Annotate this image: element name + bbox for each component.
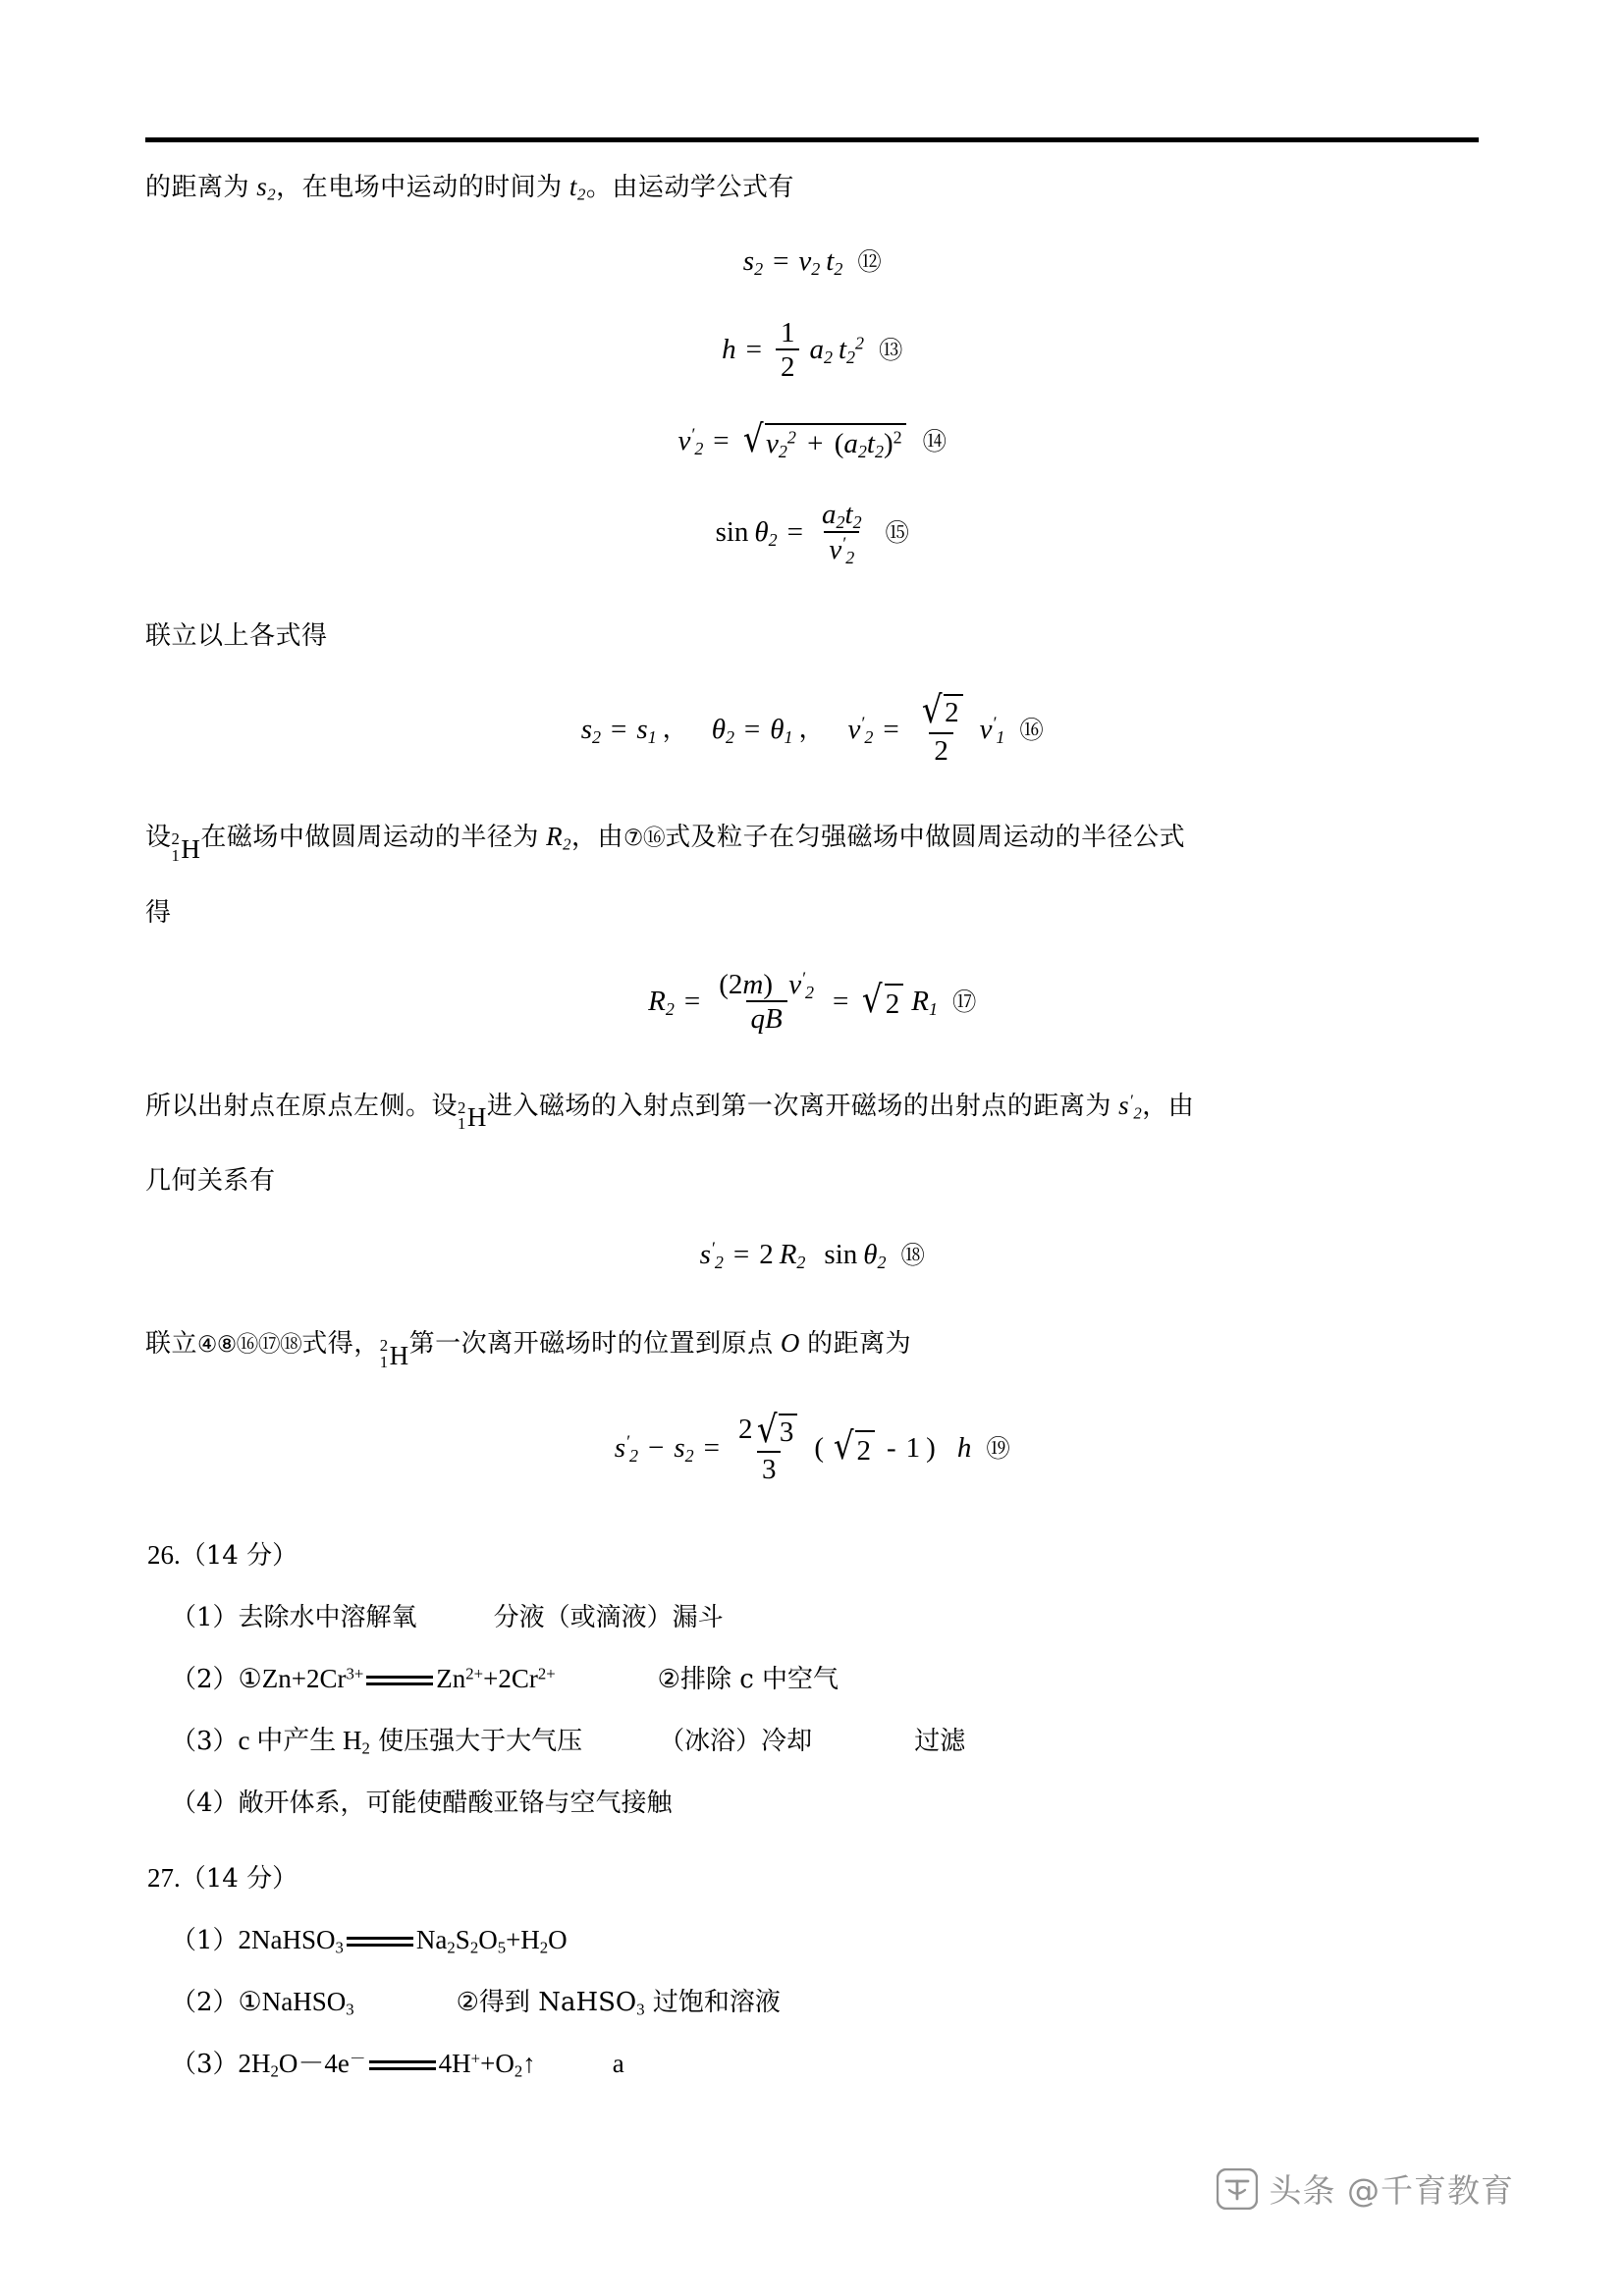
q27-item-1-p2: S: [455, 1924, 470, 1954]
para-final-ref-8: ⑧: [216, 1332, 237, 1359]
q27-item-3-sub-2: 2: [514, 2061, 523, 2081]
eq16-theta-left: θ: [711, 713, 726, 745]
q26-item-3-answer-b: （冰浴）冷却: [659, 1726, 813, 1756]
intro-var-t2: t: [568, 172, 577, 201]
eq15-a: a: [822, 499, 837, 531]
eq19-open: (: [814, 1432, 825, 1465]
eq18-rel: =: [732, 1239, 750, 1271]
eq16-s-right: s: [636, 713, 648, 745]
eq18-s-prime: ′: [710, 1239, 715, 1259]
q26-item-3-sub: 2: [361, 1738, 370, 1758]
eq19-s-prime-var: s: [614, 1432, 626, 1465]
watermark-text: 头条 @千育教育: [1269, 2171, 1514, 2210]
q27-item-2-sub-2: 3: [636, 2000, 645, 2019]
eq19-s-prime-sub: 2: [629, 1446, 639, 1467]
eq18-theta-sub: 2: [877, 1253, 887, 1273]
q26-item-3-answer-c: 过滤: [914, 1726, 966, 1756]
para-final-ref-4: ④: [197, 1332, 217, 1359]
q26-item-1: [145, 1586, 1479, 1648]
eq16-rel-1: =: [611, 713, 627, 745]
equation-14: [145, 416, 1479, 461]
eq19-tag: ⑲: [986, 1434, 1010, 1464]
q26-item-2-label: （2）: [171, 1664, 239, 1694]
eq15-fraction: [817, 499, 867, 567]
para-final-seg4: 的距离为: [807, 1329, 912, 1360]
eq15-v: v: [829, 533, 842, 565]
q27-item-3-p2: +O: [480, 2048, 514, 2078]
eq16-v-left-sub: 2: [864, 726, 874, 747]
q26-item-2-reactants: ①Zn+2Cr: [238, 1663, 347, 1693]
eq16-den: 2: [929, 732, 953, 766]
eq17-q: q: [750, 1003, 765, 1036]
eq14-lhs-prime: ′: [690, 424, 695, 445]
para-exit-seg4: 几何关系有: [145, 1166, 276, 1197]
eq14-open: (: [834, 427, 844, 459]
q27-item-2-answer-a: ①NaHSO: [238, 1986, 347, 2016]
eq13-fraction: [776, 318, 800, 383]
eq14-t: t: [866, 427, 875, 459]
eq19-h: h: [956, 1432, 972, 1465]
eq13-a-sub: 2: [823, 347, 833, 368]
eq17-rel-1: =: [683, 986, 701, 1018]
para-r2-seg4: 式及粒子在匀强磁场中做圆周运动的半径公式: [665, 823, 1186, 853]
eq19-s-prime: ′: [625, 1432, 630, 1453]
eq17-B: B: [765, 1003, 783, 1036]
para-exit-s-prime: ′: [1129, 1090, 1134, 1109]
para-final-seg2: 式得，: [301, 1329, 380, 1360]
eq15-tag: ⑮: [885, 517, 909, 547]
q27-item-1-sub-5: 2: [539, 1938, 549, 1957]
eq13-lhs: h: [722, 334, 736, 366]
eq15-rel: =: [786, 516, 804, 548]
eq16-v-right-sub: 1: [996, 726, 1005, 747]
eq16-fraction: [913, 688, 970, 767]
eq19-fraction: [733, 1407, 804, 1486]
eq18-R: R: [779, 1239, 797, 1271]
q26-item-2-product-2: +2Cr: [483, 1663, 538, 1693]
toutiao-logo-icon: [1217, 2168, 1258, 2210]
eq12-t: t: [826, 245, 835, 277]
eq17-open: (: [719, 968, 729, 1000]
q26-points: （14 分）: [180, 1540, 298, 1571]
eq14-a-sub: 2: [857, 441, 867, 461]
eq13-rel: =: [745, 334, 762, 366]
eq18-tag: ⑱: [900, 1241, 925, 1270]
q26-item-1-answer-a: 去除水中溶解氧: [238, 1602, 417, 1632]
eq15-v-prime: ′: [841, 533, 846, 554]
q27-item-1: [145, 1909, 1479, 1971]
eq17-v-sub: 2: [805, 982, 815, 1002]
watermark: [1217, 2165, 1515, 2212]
para-r2-ref-16: ⑯: [642, 826, 666, 852]
q27-item-2: [145, 1971, 1479, 2033]
eq14-v-sub: 2: [778, 441, 787, 461]
para-r2-seg2: 在磁场中做圆周运动的半径为: [200, 823, 539, 853]
eq13-den: 2: [776, 348, 800, 382]
page-content: [145, 0, 1479, 2296]
q26-item-3-text-a: c 中产生 H: [238, 1725, 362, 1755]
intro-middle: ，在电场中运动的时间为: [276, 173, 563, 202]
eq18-two: 2: [759, 1239, 774, 1271]
eq13-a: a: [809, 334, 824, 366]
eq18-R-sub: 2: [796, 1253, 806, 1273]
isotope-deuterium: [380, 1324, 409, 1387]
q27-item-1-p3: O: [478, 1924, 498, 1954]
radical-sign-icon: √: [756, 1407, 778, 1452]
para-final-seg3: 第一次离开磁场时的位置到原点: [408, 1329, 774, 1360]
eq19-sqrt3: [755, 1407, 798, 1452]
eq14-lhs: v: [677, 425, 691, 457]
eq16-tag: ⑯: [1019, 715, 1044, 744]
equation-17: [145, 970, 1479, 1035]
eq17-R1-sub: 1: [929, 999, 938, 1020]
eq14-plus: +: [807, 427, 824, 459]
q26-item-1-answer-b: 分液（或滴液）漏斗: [493, 1602, 724, 1632]
para-final-origin-O: O: [780, 1328, 800, 1359]
para-r2-seg1: 设: [145, 823, 172, 853]
eq19-s2-sub: 2: [684, 1446, 694, 1467]
physics-intro-line: [145, 155, 1479, 219]
q27-item-3-label: （3）: [171, 2049, 239, 2079]
eq17-rel-2: =: [833, 986, 849, 1018]
eq16-comma-1: ，: [662, 714, 688, 744]
radical-sign-icon: √: [921, 688, 943, 733]
isotope-deuterium: [458, 1086, 487, 1148]
eq16-rel-2: =: [743, 713, 761, 745]
q27-item-1-sub-3: 2: [469, 1938, 479, 1957]
intro-var-t2-sub: 2: [576, 185, 586, 204]
eq12-tag: ⑫: [857, 246, 882, 276]
eq14-lhs-sub: 2: [694, 439, 704, 459]
paragraph-final-distance: [145, 1311, 1479, 1387]
eq13-num: 1: [780, 316, 795, 348]
q26-item-4-label: （4）: [171, 1788, 239, 1818]
eq13-t-sup: 2: [855, 333, 864, 353]
q26-item-2-charge-2: 2+: [465, 1663, 484, 1682]
q27-item-1-sub-2: 2: [447, 1938, 456, 1957]
q27-item-3-sub-1: 2: [270, 2061, 279, 2081]
q27-item-3-arrow-up: ↑: [522, 2048, 536, 2078]
header-rule: [145, 137, 1479, 142]
eq19-one: 1: [905, 1432, 921, 1465]
isotope-atomic-number: 1: [379, 1352, 389, 1371]
para-r2-ref-7: ⑦: [623, 826, 643, 852]
eq15-t-sub: 2: [852, 512, 862, 533]
q27-item-1-label: （1）: [171, 1925, 239, 1955]
eq12-lhs: s: [742, 245, 755, 277]
q27-item-1-reactant: 2NaHSO: [238, 1924, 336, 1954]
q27-item-1-p1: Na: [415, 1924, 448, 1954]
q26-number: 26: [147, 1539, 174, 1570]
eq16-v-left: v: [847, 713, 861, 745]
q26-item-3-text-b: 使压强大于大气压: [369, 1726, 583, 1756]
para-r2-var-sub: 2: [563, 834, 572, 854]
eq14-close-sup: 2: [893, 427, 902, 448]
eq16-theta-left-sub: 2: [725, 726, 734, 747]
eq17-tag: ⑰: [951, 988, 976, 1017]
eq17-close: ): [763, 968, 773, 1000]
eq17-R: R: [648, 986, 666, 1018]
eq18-theta: θ: [863, 1239, 878, 1271]
q27-item-3-r1: 2H: [238, 2048, 271, 2078]
reaction-equals-icon: [366, 1675, 433, 1686]
eq12-t-sub: 2: [834, 259, 843, 280]
q27-number: 27: [147, 1862, 174, 1893]
eq18-sin: sin: [824, 1239, 858, 1271]
eq18-s: s: [699, 1239, 711, 1271]
q27-points: （14 分）: [180, 1863, 298, 1894]
intro-prefix: 的距离为: [145, 173, 250, 202]
reaction-equals-icon: [369, 2059, 436, 2071]
eq14-v-sup: 2: [786, 427, 796, 448]
eq16-v-left-prime: ′: [860, 713, 865, 733]
eq14-rel: =: [713, 425, 730, 457]
isotope-mass-number: 2: [458, 1097, 466, 1117]
eq14-tag: ⑭: [922, 426, 947, 455]
reaction-equals-icon: [347, 1936, 413, 1948]
line-combine-equations: [145, 604, 1479, 667]
para-final-ref-18: ⑱: [280, 1332, 302, 1359]
eq16-theta-right-sub: 1: [784, 726, 793, 747]
q27-item-1-p4: +H: [506, 1924, 540, 1954]
eq16-root-num: 2: [944, 694, 963, 730]
eq19-root-2: 2: [855, 1430, 875, 1468]
eq15-theta: θ: [754, 516, 769, 548]
q27-item-2-sub-1: 3: [346, 2000, 354, 2019]
eq19-close: ): [926, 1432, 936, 1465]
eq16-s-left: s: [580, 713, 593, 745]
para-r2-var: R: [546, 822, 564, 852]
isotope-element: H: [389, 1340, 409, 1370]
eq12-v: v: [798, 245, 812, 277]
eq19-rel: =: [703, 1432, 721, 1465]
question-27-heading: [145, 1847, 1479, 1909]
paragraph-exit-point-cont: [145, 1148, 1479, 1212]
q26-item-3-label: （3）: [171, 1726, 239, 1756]
eq19-den-3: 3: [757, 1451, 782, 1484]
isotope-atomic-number: 1: [458, 1114, 466, 1134]
q26-item-2: [145, 1648, 1479, 1710]
isotope-atomic-number: 1: [171, 845, 181, 865]
radical-sign-icon: √: [742, 416, 764, 461]
eq15-v-sub: 2: [845, 547, 855, 567]
eq14-t-sub: 2: [874, 441, 884, 461]
eq15-sin: sin: [715, 516, 749, 548]
q27-item-3-r2: O－4e: [278, 2048, 350, 2078]
eq12-v-sub: 2: [811, 259, 821, 280]
q27-item-3-p1: 4H: [438, 2048, 471, 2078]
eq15-a-sub: 2: [836, 512, 845, 533]
intro-var-s2-sub: 2: [267, 185, 277, 204]
paragraph-exit-point: [145, 1074, 1479, 1149]
eq16-theta-right: θ: [770, 713, 785, 745]
para-r2-seg3: ，由: [571, 823, 624, 853]
intro-var-s2: s: [256, 172, 268, 201]
q26-item-3: [145, 1710, 1479, 1772]
q26-item-2-charge-3: 2+: [537, 1663, 556, 1682]
equation-16: [145, 688, 1479, 767]
para-exit-seg1: 所以出射点在原点左侧。设: [145, 1091, 459, 1121]
intro-suffix: 。由运动学公式有: [585, 173, 794, 202]
eq17-root-2: 2: [885, 984, 904, 1022]
q27-item-3-sup-1: －: [349, 2048, 366, 2067]
eq16-sqrt: [920, 688, 963, 733]
eq19-num-2: 2: [738, 1413, 753, 1445]
isotope-deuterium: [172, 818, 201, 881]
eq19-minus-2: -: [886, 1432, 896, 1465]
eq13-t-sub: 2: [846, 347, 856, 368]
paragraph-radius-r2: [145, 805, 1479, 881]
isotope-mass-number: 2: [171, 829, 181, 849]
eq15-theta-sub: 2: [768, 530, 778, 551]
eq14-close: ): [883, 427, 893, 459]
para-exit-s-sub: 2: [1133, 1103, 1143, 1123]
eq18-s-sub: 2: [714, 1253, 724, 1273]
paragraph-radius-r2-cont: [145, 881, 1479, 944]
q27-item-2-label: （2）: [171, 1987, 239, 2017]
eq17-R-sub: 2: [665, 999, 675, 1020]
eq12-rel: =: [773, 245, 789, 277]
eq19-minus: −: [648, 1432, 665, 1465]
q27-item-1-sub-1: 3: [335, 1938, 344, 1957]
isotope-element: H: [181, 833, 201, 864]
eq16-s-left-sub: 2: [592, 726, 602, 747]
q27-item-2-answer-b: ②得到 NaHSO: [456, 1987, 637, 2017]
eq14-sqrt: [741, 416, 906, 461]
isotope-mass-number: 2: [379, 1336, 389, 1356]
q26-item-2-charge-1: 3+: [346, 1663, 364, 1682]
eq13-t: t: [838, 334, 847, 366]
eq17-R1: R: [911, 986, 929, 1018]
equation-18: [145, 1238, 1479, 1272]
body-flow: [145, 155, 1479, 2095]
q27-item-3-answer-a: a: [612, 2048, 624, 2078]
eq12-lhs-sub: 2: [754, 259, 764, 280]
eq15-t: t: [844, 499, 853, 531]
para-r2-seg5: 得: [145, 897, 172, 928]
para-exit-seg3: ，由: [1142, 1091, 1195, 1121]
eq17-sqrt: [860, 977, 903, 1022]
equation-15: [145, 499, 1479, 567]
para-final-ref-16: ⑯: [236, 1332, 258, 1359]
q27-item-2-answer-c: 过饱和溶液: [644, 1987, 781, 2017]
eq19-root-3: 3: [779, 1414, 798, 1450]
eq16-rel-3: =: [883, 713, 899, 745]
q26-item-4: [145, 1772, 1479, 1834]
eq16-v-right-prime: ′: [992, 713, 997, 733]
q27-dot: .: [174, 1862, 181, 1893]
q26-item-2-answer-b: ②排除 c 中空气: [657, 1664, 839, 1694]
eq17-two: 2: [728, 968, 743, 1000]
q26-item-2-product-1: Zn: [436, 1663, 466, 1693]
eq17-v: v: [788, 968, 802, 1000]
eq19-sqrt2: [832, 1423, 875, 1468]
q27-item-3: [145, 2033, 1479, 2095]
para-exit-seg2: 进入磁场的入射点到第一次离开磁场的出射点的距离为: [486, 1091, 1111, 1121]
q27-item-1-p5: O: [548, 1924, 568, 1954]
q27-item-1-sub-4: 5: [497, 1938, 507, 1957]
equation-19: [145, 1407, 1479, 1486]
eq16-comma-2: ，: [798, 714, 825, 744]
eq16-s-right-sub: 1: [647, 726, 657, 747]
equation-13: [145, 318, 1479, 383]
eq14-v: v: [766, 427, 779, 459]
equation-12: [145, 244, 1479, 279]
eq13-tag: ⑬: [879, 336, 902, 365]
question-26-heading: [145, 1524, 1479, 1586]
q26-item-4-answer: 敞开体系，可能使醋酸亚铬与空气接触: [238, 1788, 673, 1818]
eq17-fraction: [714, 970, 819, 1035]
para-final-seg1: 联立: [145, 1329, 198, 1360]
para-exit-s: s: [1118, 1090, 1130, 1120]
eq17-m: m: [742, 968, 764, 1000]
eq16-v-right: v: [979, 713, 993, 745]
eq17-v-prime: ′: [801, 968, 806, 988]
radical-sign-icon: √: [862, 977, 883, 1022]
para-final-ref-17: ⑰: [257, 1332, 281, 1359]
eq14-a: a: [843, 427, 858, 459]
isotope-element: H: [466, 1102, 487, 1133]
radical-sign-icon: √: [833, 1423, 854, 1468]
q27-item-3-sup-2: +: [470, 2048, 481, 2067]
eq19-s2: s: [674, 1432, 685, 1465]
combine-text: 联立以上各式得: [145, 621, 328, 652]
q26-item-1-label: （1）: [171, 1602, 239, 1632]
q26-dot: .: [174, 1539, 181, 1570]
